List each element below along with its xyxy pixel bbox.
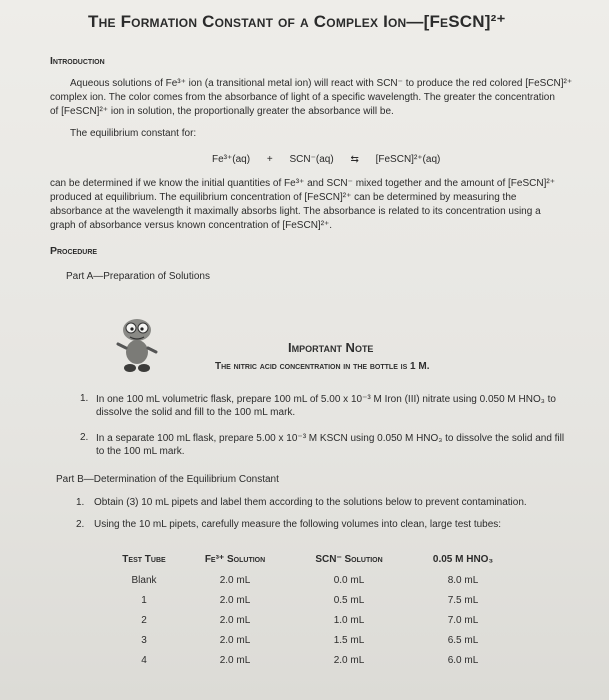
table-cell: Blank xyxy=(131,574,157,586)
list-item: Using the 10 mL pipets, carefully measure the following volumes into clean, large test tubes: xyxy=(94,519,502,530)
intro-paragraph-line: can be determined if we know the initial quantities of Fe³⁺ and SCN⁻ mixed together and the amount of [FeSCN]²⁺ xyxy=(50,178,555,189)
mascot-icon xyxy=(112,310,162,380)
eq-reactant-fe: Fe³⁺(aq) xyxy=(212,154,251,165)
part-a-heading: Part A—Preparation of Solutions xyxy=(66,271,210,282)
equilibrium-constant-label: The equilibrium constant for: xyxy=(70,128,197,139)
list-item-line: In a separate 100 mL flask, prepare 5.00 x 10⁻³ M KSCN using 0.050 M HNO₃ to dissolve the solid and fill xyxy=(96,433,565,444)
column-header-scn-solution: SCN⁻ Solution xyxy=(315,553,383,565)
intro-paragraph-line: absorbance at the wavelength it maximally absorbs light. The absorbance is related to its concentration using a xyxy=(50,206,541,217)
list-item xyxy=(96,393,556,419)
important-note-text: The nitric acid concentration in the bottle is 1 M. xyxy=(215,361,430,372)
eq-plus: + xyxy=(266,154,273,165)
column-header-fe-solution: Fe³⁺ Solution xyxy=(204,553,266,565)
introduction-heading: Introduction xyxy=(50,55,105,67)
list-item-line: dissolve the solid and fill to the 100 mL mark. xyxy=(96,407,296,418)
table-row xyxy=(108,610,518,630)
table-cell: 2.0 mL xyxy=(219,614,251,626)
page-title: The Formation Constant of a Complex Ion—[FeSCN]²⁺ xyxy=(88,12,506,31)
intro-paragraph-line: complex ion. The color comes from the absorbance of light of a specific wavelength. The greater the concentration xyxy=(50,92,555,103)
part-b-heading: Part B—Determination of the Equilibrium Constant xyxy=(56,474,279,485)
column-header-hno3: 0.05 M HNO₃ xyxy=(432,553,494,565)
equilibrium-equation xyxy=(212,154,454,165)
intro-paragraph-line: Aqueous solutions of Fe³⁺ ion (a transitional metal ion) will react with SCN⁻ to produce the red colored [FeSCN]²⁺ xyxy=(70,78,573,89)
list-item xyxy=(96,432,564,458)
table-cell: 0.0 mL xyxy=(333,574,365,586)
table-cell: 0.5 mL xyxy=(333,594,365,606)
eq-product: [FeSCN]²⁺(aq) xyxy=(375,154,441,165)
table-row xyxy=(108,570,518,590)
list-number: 2. xyxy=(80,432,89,443)
table-cell: 2.0 mL xyxy=(219,634,251,646)
important-note-title: Important Note xyxy=(288,340,374,355)
table-cell: 7.0 mL xyxy=(447,614,479,626)
list-number: 1. xyxy=(76,497,85,508)
eq-equilibrium-arrow: ⇆ xyxy=(350,154,359,165)
table-cell: 2.0 mL xyxy=(219,654,251,666)
table-cell: 2.0 mL xyxy=(219,594,251,606)
table-row xyxy=(108,630,518,650)
eq-reactant-scn: SCN⁻(aq) xyxy=(289,154,334,165)
table-cell: 6.0 mL xyxy=(447,654,479,666)
table-row xyxy=(108,590,518,610)
table-cell: 1.5 mL xyxy=(333,634,365,646)
table-row xyxy=(108,650,518,670)
table-cell: 2.0 mL xyxy=(333,654,365,666)
table-cell: 2.0 mL xyxy=(219,574,251,586)
list-item-line: In one 100 mL volumetric flask, prepare 100 mL of 5.00 x 10⁻³ M Iron (III) nitrate using 0.050 M HNO₃ to xyxy=(96,394,556,405)
procedure-heading: Procedure xyxy=(50,245,98,257)
intro-paragraph-line: graph of absorbance versus known concentration of [FeSCN]²⁺. xyxy=(50,220,333,231)
table-cell: 3 xyxy=(141,634,147,646)
table-cell: 4 xyxy=(141,654,147,666)
list-number: 2. xyxy=(76,519,85,530)
list-item: Obtain (3) 10 mL pipets and label them according to the solutions below to prevent contamination. xyxy=(94,497,527,508)
table-cell: 6.5 mL xyxy=(447,634,479,646)
list-number: 1. xyxy=(80,393,89,404)
table-cell: 2 xyxy=(141,614,147,626)
intro-paragraph-line: produced at equilibrium. The equilibrium concentration of [FeSCN]²⁺ can be determined by measuring the xyxy=(50,192,517,203)
list-item-line: to the 100 mL mark. xyxy=(96,446,185,457)
column-header-test-tube: Test Tube xyxy=(122,553,166,565)
table-cell: 8.0 mL xyxy=(447,574,479,586)
table-cell: 7.5 mL xyxy=(447,594,479,606)
intro-paragraph-line: of [FeSCN]²⁺ ion in solution, the proportionally greater the absorbance will be. xyxy=(50,106,394,117)
table-cell: 1 xyxy=(141,594,147,606)
table-header-row xyxy=(108,548,518,570)
volume-table xyxy=(108,548,518,670)
table-cell: 1.0 mL xyxy=(333,614,365,626)
